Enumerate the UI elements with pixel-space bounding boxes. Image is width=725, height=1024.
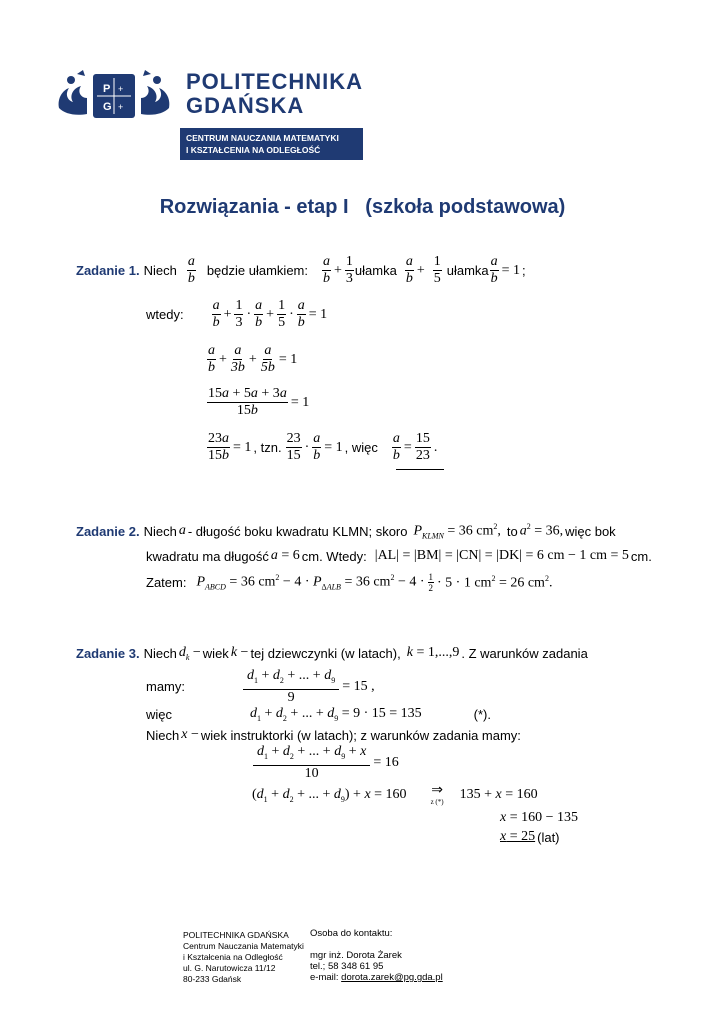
footer-line: ul. G. Narutowicza 11/12 bbox=[183, 963, 276, 973]
center-name-line1: CENTRUM NAUCZANIA MATEMATYKI bbox=[186, 133, 339, 143]
task3-eq3: x = 160 − 135 bbox=[500, 810, 579, 825]
task3-text: wiek instruktorki (w latach); z warunków zadania mamy: bbox=[200, 727, 521, 743]
contact-name: mgr inż. Dorota Żarek bbox=[310, 950, 402, 961]
footer-address bbox=[183, 930, 304, 985]
task1-wtedy: wtedy: bbox=[146, 307, 184, 322]
contact-email-label: e-mail: bbox=[310, 972, 339, 983]
center-name-box bbox=[180, 128, 363, 160]
task2-line2: kwadratu ma długość a = 6 cm. Wtedy: |AL| = |BM| = |CN| = |DK| = 6 cm − 1 cm = 5 cm. bbox=[146, 548, 652, 564]
task3-lat: (lat) bbox=[537, 829, 560, 845]
emblem-letter-g: G bbox=[103, 101, 112, 113]
footer-line: Centrum Nauczania Matematyki bbox=[183, 941, 304, 951]
task3-eq2: ($d_1 + d_2$ + ... + $d_9) + x = 160$ ⇒ z (*) 135 + x = 160 bbox=[252, 783, 538, 806]
task3-text: tej dziewczynki (w latach), bbox=[250, 645, 401, 661]
task2-text: Niech bbox=[143, 523, 177, 539]
svg-text:+: + bbox=[118, 84, 124, 94]
task3-eq1: $\frac{d_1 + d_2 + ... + d_9 + x}{10}$ = 16 bbox=[252, 744, 401, 782]
task1-eq2: $\frac{a}{b}$ + $\frac{a}{3b}$ + $\frac{a}{5b}$ = 1 bbox=[208, 343, 298, 375]
task2-line3: Zatem: $P_{ABCD} = 36$ $cm^2 - 4 \cdot P_{\Delta ALB} = 36$ $cm^2 - 4$ · $\frac{1}{2}$ · 5 · 1 $cm^2 = 26$ $cm^2$. bbox=[146, 572, 553, 593]
task3-text: Niech bbox=[143, 645, 177, 661]
task1-ulamka: ułamka bbox=[354, 263, 397, 278]
contact-phone: tel.; 58 348 61 95 bbox=[310, 961, 384, 972]
task1-line1: Zadanie 1. Niech $\frac{a}{b}$ będzie ułamkiem: $\frac{a}{b}$ + $\frac{1}{3}$ ułamka $\frac{a}{b}$ + $\frac{1}{5}$ ułamka $\frac{a}{b}$ = 1 ; bbox=[76, 254, 526, 286]
result-underline bbox=[396, 469, 444, 470]
task1-label: Zadanie 1. bbox=[76, 263, 140, 278]
task2-text: Zatem: bbox=[146, 575, 187, 590]
task2-text: to bbox=[506, 523, 518, 539]
university-emblem bbox=[55, 68, 173, 124]
page-title: Rozwiązania - etap I (szkoła podstawowa) bbox=[159, 196, 566, 218]
task1-tzn: , tzn. bbox=[253, 440, 282, 455]
task3-niech: Niech x − wiek instruktorki (w latach); z warunków zadania mamy: bbox=[146, 727, 521, 743]
task2-text: więc bok bbox=[565, 523, 616, 539]
task1-eq4: $\frac{23a}{15b}$ = 1 , tzn. $\frac{23}{15}$ · $\frac{a}{b}$ = 1 , więc $\frac{a}{b}$ = $\frac{15}{23}$ . bbox=[208, 431, 438, 463]
task2-text: cm. bbox=[630, 548, 652, 564]
task1-eq3: $\frac{15a + 5a + 3a}{15b}$ = 1 bbox=[208, 386, 310, 418]
fraction: $\frac{a}{b}$ bbox=[187, 254, 195, 286]
task1-text: będzie ułamkiem: bbox=[206, 263, 308, 278]
task3-text: mamy: bbox=[146, 679, 185, 695]
footer-line: POLITECHNIKA GDAŃSKA bbox=[183, 930, 289, 940]
footer-line: i Kształcenia na Odległość bbox=[183, 952, 283, 962]
task2-text: cm. Wtedy: bbox=[301, 548, 367, 564]
task3-label: Zadanie 3. bbox=[76, 645, 140, 661]
footer-line: 80-233 Gdańsk bbox=[183, 974, 242, 984]
task1-eq1: wtedy: $\frac{a}{b}$ + $\frac{1}{3}$ · $\frac{a}{b}$ + $\frac{1}{5}$ · $\frac{a}{b}$ = 1 bbox=[146, 298, 328, 330]
task3-wiec: więc $d_1 + d_2$ + ... + $d_9 = 9 \cdot 15 = 135$ (*). bbox=[146, 706, 492, 723]
task3-line1: Zadanie 3. Niech $d_k$ − wiek k − tej dziewczynki (w latach), k = 1,...,9 . Z warunków zadania bbox=[76, 645, 588, 662]
university-name-line2: GDAŃSKA bbox=[186, 93, 305, 118]
task1-wiec: , więc bbox=[344, 440, 378, 455]
task3-eq4: x = 25 (lat) bbox=[500, 829, 560, 845]
task2-text: kwadratu ma długość bbox=[146, 548, 269, 564]
task3-text: Niech bbox=[146, 727, 180, 743]
emblem-graphic bbox=[55, 68, 173, 124]
implies-arrow-icon: ⇒ z (*) bbox=[430, 783, 444, 806]
emblem-letter-p: P bbox=[103, 83, 111, 95]
task1-ulamka: ułamka bbox=[446, 263, 489, 278]
task3-mamy: mamy: $\frac{d_1 + d_2 + ... + d_9}{9}$ = 15 , bbox=[146, 668, 375, 705]
contact-email-link[interactable]: dorota.zarek@pg.gda.pl bbox=[341, 972, 443, 983]
task2-label: Zadanie 2. bbox=[76, 523, 140, 539]
university-name-line1: POLITECHNIKA bbox=[186, 69, 363, 94]
task2-line1: Zadanie 2. Niech a - długość boku kwadratu KLMN; skoro $P_{KLMN} = 36$ $cm^2$, to $a^2 = 36$, więc bok bbox=[76, 522, 616, 541]
task3-text: . Z warunków zadania bbox=[461, 645, 588, 661]
footer-contact bbox=[310, 928, 443, 983]
task1-niech: Niech bbox=[143, 263, 177, 278]
university-name bbox=[186, 70, 363, 118]
task3-text: więc bbox=[146, 706, 173, 722]
task3-text: wiek bbox=[202, 645, 229, 661]
task3-text: (*). bbox=[473, 706, 492, 722]
center-name-line2: I KSZTAŁCENIA NA ODLEGŁOŚĆ bbox=[186, 145, 321, 155]
task2-text: - długość boku kwadratu KLMN; skoro bbox=[187, 523, 408, 539]
svg-text:+: + bbox=[118, 102, 124, 112]
contact-label: Osoba do kontaktu: bbox=[310, 928, 393, 939]
